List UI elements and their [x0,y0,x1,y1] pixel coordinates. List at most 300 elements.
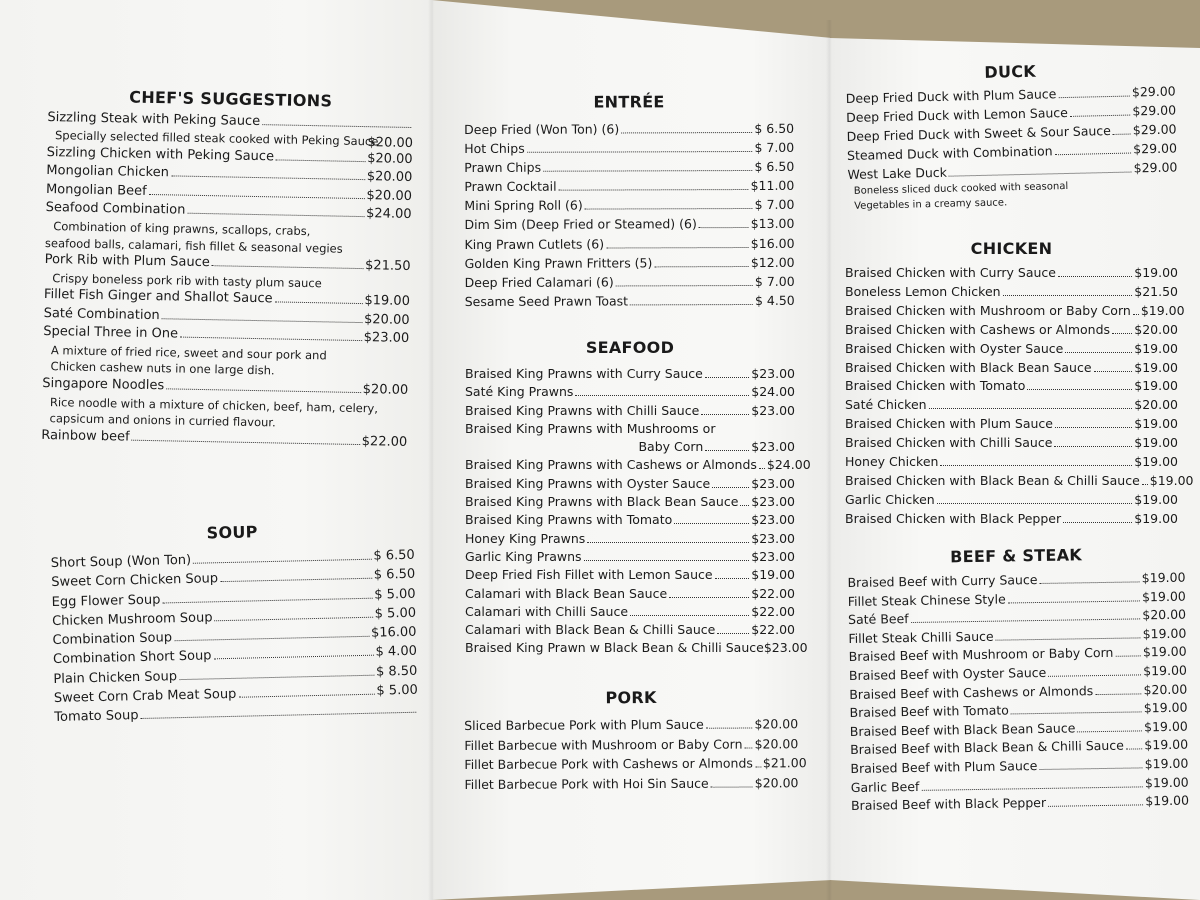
item-name: Braised Chicken with Chilli Sauce [845,435,1053,451]
item-name: Braised King Prawns with Black Bean Sauce [465,494,739,510]
fold-crease [428,0,434,900]
dot-leader [276,159,365,162]
menu-item [465,365,795,383]
item-price: $23.00 [363,330,410,347]
section-title: SEAFOOD [585,338,675,357]
item-price: $20.00 [1134,321,1178,337]
dot-leader [1011,712,1142,715]
item-name: Fillet Barbecue Pork with Hoi Sin Sauce [464,775,709,792]
dot-leader [630,304,753,305]
item-price: $ 8.50 [375,663,418,680]
item-name: Honey King Prawns [465,530,586,546]
item-name: Garlic Beef [850,778,920,795]
dot-leader [717,633,749,634]
dot-leader [1003,295,1133,296]
item-name: King Prawn Cutlets (6) [464,236,605,252]
dot-leader [669,597,749,598]
item-name: Fillet Fish Ginger and Shallot Sauce [43,287,273,307]
dot-leader [1133,314,1139,315]
item-price: $20.00 [1142,606,1187,623]
item-price: $ 7.00 [754,273,795,289]
item-price: $22.00 [361,433,408,450]
item-name: Golden King Prawn Fritters (5) [464,254,653,271]
menu-item [465,402,795,420]
dot-leader [1055,427,1132,428]
item-name: Sliced Barbecue Pork with Plum Sauce [464,716,704,733]
item-price: $16.00 [750,235,795,251]
item-description: Combination of king prawns, scallops, crabs, [53,219,311,239]
dot-leader [1142,484,1148,485]
item-name: Braised King Prawns with Curry Sauce [465,366,703,381]
item-name: Singapore Noodles [42,375,165,394]
item-price: $24.00 [751,384,795,400]
item-name: Prawn Chips [464,159,542,176]
item-name: Braised King Prawns with Oyster Sauce [465,475,711,491]
menu-item [465,493,795,511]
menu-item [845,510,1178,529]
item-price: $29.00 [1133,140,1178,157]
item-name: Braised Chicken with Black Bean & Chilli Sauce [845,472,1140,488]
item-price: $29.00 [1132,102,1177,119]
item-description: seafood balls, calamari, fish fillet & seasonal vegies [44,235,343,256]
menu-item [465,585,795,603]
item-price: $19.00 [1134,454,1178,470]
dot-leader [559,189,749,191]
section-title: CHEF'S SUGGESTIONS [129,87,333,111]
dot-leader [1094,371,1133,372]
dot-leader [274,302,362,305]
menu-item [845,377,1178,396]
menu-item [464,233,794,253]
menu-item [465,475,795,493]
dot-leader [575,395,749,396]
dot-leader [585,208,753,210]
dot-leader [1054,446,1132,447]
dot-leader [132,439,360,444]
item-name: Braised King Prawns with Cashews or Almonds [465,457,757,473]
dot-leader [937,503,1133,504]
item-price: $19.00 [1141,588,1186,604]
item-price: $19.00 [1134,378,1178,394]
item-name: Boneless Lemon Chicken [845,283,1001,299]
item-name: Rainbow beef [41,427,130,445]
item-price: $21.50 [1134,283,1178,299]
section-title: ENTRÉE [593,92,665,112]
item-price: $21.00 [762,755,807,771]
item-price: $19.00 [1144,774,1189,790]
dot-leader [543,170,752,172]
dot-leader [1039,767,1142,770]
item-price: $13.00 [750,216,795,232]
dot-leader [162,318,362,323]
dot-leader [162,597,372,603]
menu-item [465,291,795,311]
dot-leader [174,636,369,641]
dot-leader [701,414,749,415]
dot-leader [1058,96,1130,99]
dot-leader [929,408,1133,409]
item-price: $23.00 [763,640,808,656]
item-price: $19.00 [364,293,411,310]
menu-item [464,119,794,139]
menu-item [465,530,795,548]
dot-leader [1048,674,1141,676]
section-title: DUCK [984,61,1037,82]
item-name: Mongolian Chicken [46,163,170,181]
item-name: Saté Combination [43,305,160,323]
item-name: Saté Beef [847,611,909,628]
menu-item [465,548,795,566]
menu-item [845,283,1178,302]
item-name: Tomato Soup [54,708,139,726]
dot-leader [1058,276,1132,277]
item-name: Mongolian Beef [45,181,147,199]
item-description: Crispy boneless pork rib with tasty plum sauce [52,270,322,290]
item-name: Braised Beef with Black Bean Sauce [849,720,1076,739]
menu-item [465,456,811,474]
item-name: Chicken Mushroom Soup [51,610,213,629]
dot-leader [149,194,365,199]
item-price: $24.00 [766,457,811,473]
dot-leader [212,265,363,269]
item-price: $ 5.00 [376,682,418,699]
item-name: Sizzling Chicken with Peking Sauce [46,144,275,165]
item-name: Seafood Combination [45,200,186,219]
menu-item [845,472,1194,491]
menu-item [465,253,795,273]
item-name: Braised Beef with Oyster Sauce [848,664,1047,683]
item-name: Combination Short Soup [52,648,212,668]
dot-leader [1095,693,1141,695]
item-description: Vegetables in a creamy sauce. [854,197,1008,212]
item-name: Deep Fried Calamari (6) [464,274,614,290]
dot-leader [220,578,372,582]
item-description: Chicken cashew nuts in one large dish. [50,359,275,378]
item-name: Deep Fried Fish Fillet with Lemon Sauce [465,567,713,583]
item-price: $19.00 [1142,644,1187,660]
chicken-section [845,239,1194,529]
item-name: Fillet Steak Chilli Sauce [848,628,994,646]
menu-item [464,734,798,755]
item-name: Braised Chicken with Mushroom or Baby Corn [845,302,1131,318]
item-price: $19.00 [751,567,795,583]
item-price: $19.00 [1140,302,1185,318]
item-name: Braised King Prawns with Chilli Sauce [465,402,700,418]
section-title: CHICKEN [970,239,1053,258]
item-name: Braised King Prawn w Black Bean & Chilli Sauce [465,640,764,656]
item-name: Deep Fried Duck with Plum Sauce [845,86,1057,106]
item-description: Rice noodle with a mixture of chicken, beef, ham, celery, [49,394,379,415]
duck-section [845,59,1178,214]
dot-leader [621,132,752,133]
item-price: $ 6.50 [373,567,416,583]
section-title: BEEF & STEAK [950,545,1083,567]
item-price: $23.00 [751,548,795,564]
item-name: Garlic King Prawns [465,548,582,564]
dot-leader [1008,600,1140,603]
menu-item [465,383,795,401]
dot-leader [755,766,761,767]
item-price: $ 4.00 [375,644,418,661]
item-name: Deep Fried Duck with Lemon Sauce [845,104,1069,125]
item-price: $ 5.00 [374,586,416,603]
dot-leader [166,388,360,393]
menu-item [465,621,795,639]
menu-item [464,214,794,234]
item-price: $ 7.00 [754,139,795,156]
item-price: $19.00 [1141,569,1186,586]
menu-item [465,420,795,438]
item-price: $24.00 [365,206,412,223]
dot-leader [262,124,411,128]
item-name: Calamari with Chilli Sauce [465,603,629,619]
item-price: $23.00 [751,366,795,381]
dot-leader [711,786,753,787]
dot-leader [1115,656,1140,657]
dot-leader [911,619,1141,624]
item-name: Fillet Barbecue with Mushroom or Baby Corn [464,736,743,753]
item-price: $29.00 [1131,83,1176,100]
item-name: Deep Fried Duck with Sweet & Sour Sauce [846,122,1112,144]
menu-item [465,511,795,529]
dot-leader [187,213,364,217]
item-name: Sesame Seed Prawn Toast [464,293,629,309]
item-name: Garlic Chicken [845,491,935,507]
item-name: Dim Sim (Deep Fried or Steamed) (6) [464,216,697,233]
item-name: Braised Chicken with Oyster Sauce [845,340,1064,356]
menu-item [465,566,795,584]
item-price: $ 6.50 [754,159,795,175]
item-price: $ 5.00 [374,605,417,622]
item-name: Pork Rib with Plum Sauce [44,252,210,271]
item-description: Specially selected filled steak cooked with Peking Sauce [54,128,379,149]
item-name: Honey Chicken [845,454,939,470]
section-title: SOUP [206,522,258,543]
seafood-section [465,338,811,658]
item-description: capsicum and onions in curried flavour. [49,411,276,430]
item-name: Braised Chicken with Curry Sauce [845,265,1056,280]
menu-item [845,321,1178,340]
item-price: $23.00 [751,494,795,510]
dot-leader [674,523,749,524]
dot-leader [1040,581,1140,584]
item-price: $ 4.50 [754,292,795,308]
item-price: $19.00 [1143,699,1188,716]
dot-leader [180,337,362,341]
dot-leader [996,637,1141,640]
item-price: $19.00 [1144,737,1189,753]
item-name: Braised Chicken with Plum Sauce [845,416,1053,432]
menu-item [464,773,798,794]
dot-leader [171,176,365,181]
dot-leader [193,559,371,564]
item-price: $22.00 [751,585,795,601]
item-name: Saté King Prawns [465,384,574,400]
dot-leader [1048,805,1143,807]
dot-leader [715,578,750,579]
item-price: $20.00 [1134,397,1178,413]
dot-leader [606,247,749,248]
item-price: $19.00 [1145,792,1190,809]
dot-leader [712,487,749,488]
menu-item [465,639,808,657]
item-price: $19.00 [1134,340,1178,356]
item-price: $20.00 [362,382,409,398]
item-name: Baby Corn [638,439,704,455]
menu-item [845,415,1178,434]
dot-leader [1065,352,1132,353]
dot-leader [214,655,374,660]
menu-item [464,138,794,158]
dot-leader [705,450,749,451]
item-price: $29.00 [1133,159,1178,176]
menu-item [464,714,798,735]
item-name: Mini Spring Roll (6) [464,197,583,214]
dot-leader [940,465,1132,466]
item-name: Braised King Prawns with Tomato [465,512,673,528]
dot-leader [1070,115,1130,117]
item-price: $20.00 [366,169,413,186]
dot-leader [238,694,374,698]
dot-leader [759,468,765,469]
dot-leader [1112,333,1132,334]
menu-item [464,176,794,196]
dot-leader [630,615,749,616]
dot-leader [179,674,374,679]
dot-leader [699,227,749,228]
menu-item [845,396,1178,415]
item-price: $23.00 [751,439,795,455]
item-price: $16.00 [370,624,417,641]
item-name: Braised King Prawns with Mushrooms or [465,420,716,436]
item-price: $19.00 [1144,755,1189,772]
item-name: Deep Fried (Won Ton) (6) [464,121,620,137]
dot-leader [215,617,373,622]
dot-leader [584,560,750,561]
item-price: $20.00 [367,150,413,167]
dot-leader [527,151,753,153]
item-price: $11.00 [750,178,795,194]
menu-item [845,264,1178,283]
item-name: Braised Chicken with Black Bean Sauce [845,359,1092,375]
item-name: Saté Chicken [845,397,927,413]
item-price: $19.00 [1134,510,1178,526]
menu-item [465,603,795,621]
item-price: $19.00 [1142,625,1187,642]
menu-item [464,753,807,774]
dot-leader [616,285,753,286]
item-name: Braised Beef with Mushroom or Baby Corn [848,645,1114,665]
item-price: $12.00 [750,254,795,270]
item-price: $ 6.50 [754,120,795,136]
item-name: Fillet Steak Chinese Style [847,591,1006,609]
dot-leader [740,505,749,506]
menu-item [464,157,794,177]
item-price: $ 7.00 [754,197,795,213]
menu-item [845,434,1178,453]
entree-section [464,92,795,311]
dot-leader [587,542,749,543]
item-price: $23.00 [751,475,795,491]
item-price: $23.00 [751,530,795,546]
item-name: Braised Beef with Plum Sauce [850,757,1038,776]
item-name: Calamari with Black Bean Sauce [465,585,668,601]
item-name: Calamari with Black Bean & Chilli Sauce [465,622,716,638]
chefs-suggestions-section [41,86,414,452]
item-name: Steamed Duck with Combination [846,143,1053,163]
item-name: Combination Soup [52,630,173,649]
dot-leader [705,377,749,378]
item-price: $23.00 [751,402,795,418]
item-price: $20.00 [367,134,414,151]
item-price: $19.00 [1134,265,1178,280]
item-name: Special Three in One [43,324,179,342]
beef-steak-section [847,544,1189,816]
item-description: Boneless sliced duck cooked with seasonal [853,180,1069,197]
item-name: Braised Chicken with Tomato [845,378,1026,394]
item-price: $20.00 [754,735,799,751]
dot-leader [141,712,417,719]
item-price: $20.00 [363,311,410,328]
item-name: Braised Beef with Tomato [849,702,1009,721]
item-price: $19.00 [1134,491,1178,507]
item-name: Braised Beef with Black Bean & Chilli Sauce [850,738,1124,758]
item-price: $19.00 [1143,662,1188,679]
soup-section [50,519,418,728]
menu-item [845,302,1185,321]
item-name: Braised Beef with Black Pepper [850,795,1047,814]
item-name: Prawn Cocktail [464,178,557,195]
item-price: $20.00 [754,774,799,790]
menu-item [465,438,795,456]
dot-leader [744,747,752,748]
item-price: $20.00 [754,716,799,732]
item-name: Sweet Corn Chicken Soup [51,571,219,591]
dot-leader [706,727,753,728]
item-name: Braised Beef with Curry Sauce [847,572,1038,590]
item-price: $29.00 [1132,121,1177,138]
dot-leader [1113,134,1131,135]
item-name: Plain Chicken Soup [53,668,178,687]
menu-item [845,359,1178,378]
item-name: Fillet Barbecue Pork with Cashews or Almonds [464,755,753,772]
menu-item [845,491,1178,510]
item-name: Hot Chips [464,140,525,157]
item-name: Braised Chicken with Cashews or Almonds [845,321,1111,337]
item-price: $20.00 [366,188,413,204]
item-price: $23.00 [751,512,795,528]
item-price: $22.00 [751,603,795,619]
pork-section [464,687,807,794]
item-price: $19.00 [1134,359,1178,375]
dot-leader [654,266,748,267]
menu-item [845,340,1178,359]
dot-leader [1077,730,1142,732]
dot-leader [949,172,1132,177]
dot-leader [1063,522,1132,523]
item-price: $21.50 [364,258,411,275]
item-price: $19.00 [1143,718,1188,735]
item-name: Short Soup (Won Ton) [50,552,192,571]
section-title: PORK [605,687,657,708]
item-name: West Lake Duck [847,164,948,182]
dot-leader [921,786,1143,790]
menu-item [465,272,795,292]
dot-leader [1027,389,1132,390]
item-name: Braised Chicken with Black Pepper [845,510,1062,526]
item-description: A mixture of fried rice, sweet and sour pork and [50,343,327,363]
item-name: Sizzling Steak with Peking Sauce [47,109,261,130]
